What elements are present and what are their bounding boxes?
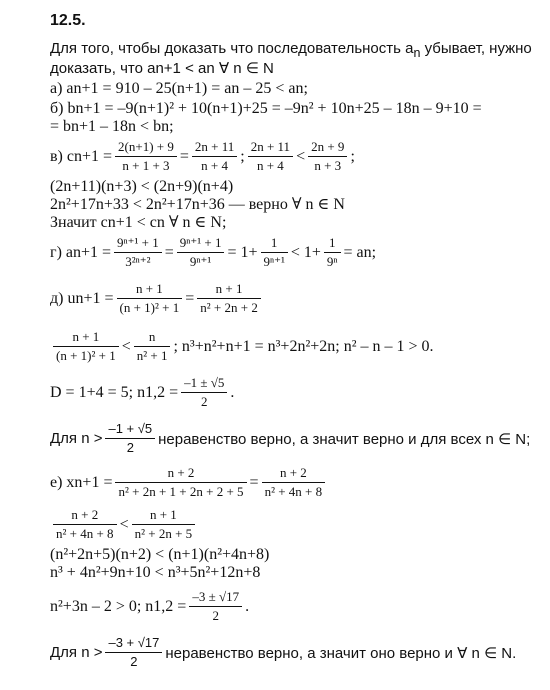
numerator: 1 [324,236,341,253]
less-than-sign: < [119,515,129,533]
semicolon: ; [240,147,245,165]
fraction [114,236,162,269]
numerator: 2n + 11 [192,140,237,157]
intro-line-1 [50,40,532,62]
fraction [192,140,237,173]
numerator: –1 ± √5 [181,376,227,393]
quadratic-line [50,590,249,623]
numerator: n + 1 [53,330,119,347]
part-d-line-1 [50,282,264,315]
denominator: 3²ⁿ⁺² [125,254,151,269]
part-v-line-3: 2n²+17n+33 < 2n²+17n+36 — верно ∀ n ∈ N [50,196,345,213]
conclusion-text: неравенство верно, а значит оно верно и ∀ n ∈ N. [165,644,517,662]
less-than-sign: < [296,147,306,165]
numerator: 1 [261,236,288,253]
fraction [134,330,171,363]
discriminant-text: D = 1+4 = 5; n1,2 = [50,383,179,401]
conclusion-text: неравенство верно, а значит верно и для всех n ∈ N; [158,430,531,448]
fraction [189,590,242,623]
denominator: 2 [212,608,219,623]
fraction [261,236,288,269]
discriminant-line [50,376,234,409]
period: . [230,383,235,401]
intro-text-2-rest: n+1 < an ∀ n ∈ N [155,60,274,77]
numerator: n + 1 [197,282,261,299]
numerator: n + 1 [117,282,183,299]
part-e-line-2 [50,508,198,541]
part-d-line-2 [50,330,434,363]
fraction [308,140,347,173]
denominator: n² + 4n + 8 [56,526,114,541]
equals-sign: = [185,289,195,307]
intro-subscript: n [413,46,421,60]
equals-sign: = [164,243,174,261]
part-d-derivation: ; n³+n²+n+1 = n³+2n²+2n; n² – n – 1 > 0. [173,337,434,355]
conclusion-label: Для n > [50,644,103,661]
denominator: n² + 2n + 2 [200,300,258,315]
denominator: n + 1 + 3 [122,158,170,173]
conclusion-label: Для n > [50,430,103,447]
denominator: 9ⁿ⁺¹ [263,254,285,269]
fraction [248,140,293,173]
numerator: n [134,330,171,347]
denominator: 9ⁿ⁺¹ [189,254,212,269]
part-a-line: а) an+1 = 910 – 25(n+1) = an – 25 < an; [50,80,308,97]
numerator: n + 2 [53,508,117,525]
fraction [197,282,261,315]
fraction [105,422,155,455]
numerator: n + 2 [262,466,326,483]
numerator: –3 + √17 [105,636,162,653]
numerator: n + 2 [115,466,246,483]
fraction [53,508,117,541]
part-e-line-4: n³ + 4n²+9n+10 < n³+5n²+12n+8 [50,564,261,581]
denominator: n² + 2n + 1 + 2n + 2 + 5 [118,484,244,499]
numerator: 9ⁿ⁺¹ + 1 [114,236,162,253]
intro-line-2 [50,60,274,78]
denominator: 2 [200,394,208,409]
part-v-label: в) cn+1 = [50,147,113,165]
quadratic-text: n²+3n – 2 > 0; n1,2 = [50,597,187,615]
fraction [115,140,177,173]
numerator: 2n + 11 [248,140,293,157]
denominator: (n + 1)² + 1 [119,300,180,315]
fraction [181,376,227,409]
fraction [105,636,162,669]
part-g-line [50,236,376,269]
period: . [245,597,250,615]
denominator: 9ⁿ [326,254,338,269]
fraction [262,466,326,499]
denominator: n² + 1 [136,348,168,363]
fraction [53,330,119,363]
equals-sign: = [249,473,259,491]
problem-number: 12.5. [50,12,86,29]
conclusion-line-2 [50,636,516,669]
fraction [324,236,341,269]
fraction [132,508,196,541]
less-than-one-plus: < 1+ [290,243,321,261]
denominator: 2 [126,440,134,455]
fraction [117,282,183,315]
numerator: 2n + 9 [308,140,347,157]
intro-text-1-end: убывает, нужно [420,40,532,57]
part-e-label: е) xn+1 = [50,473,113,491]
intro-text-2: доказать, что a [50,60,156,77]
part-e-line-1 [50,466,328,499]
part-e-line-3: (n²+2n+5)(n+2) < (n+1)(n²+4n+8) [50,546,270,563]
equals-sign: = [179,147,189,165]
part-v-line-4: Значит cn+1 < cn ∀ n ∈ N; [50,214,227,231]
equals-one-plus: = 1+ [227,243,258,261]
denominator: n + 3 [314,158,342,173]
fraction [177,236,225,269]
denominator: n² + 2n + 5 [134,526,193,541]
part-d-label: д) un+1 = [50,289,114,307]
part-v-line-1 [50,140,355,173]
numerator: –3 ± √17 [189,590,242,607]
denominator: (n + 1)² + 1 [56,348,116,363]
denominator: n + 4 [256,158,284,173]
intro-text-1: Для того, чтобы доказать что последовательность a [50,40,414,57]
part-b-line-2: = bn+1 – 18n < bn; [50,118,174,135]
numerator: –1 + √5 [105,422,155,439]
fraction [115,466,246,499]
part-g-label: г) an+1 = [50,243,112,261]
denominator: n + 4 [201,158,228,173]
numerator: 2(n+1) + 9 [115,140,177,157]
part-b-line-1: б) bn+1 = –9(n+1)² + 10(n+1)+25 = –9n² + 10n+25 – 18n – 9+10 = [50,100,482,117]
semicolon: ; [350,147,355,165]
numerator: 9ⁿ⁺¹ + 1 [177,236,225,253]
part-v-line-2: (2n+11)(n+3) < (2n+9)(n+4) [50,178,234,195]
conclusion-line-1 [50,422,530,455]
numerator: n + 1 [132,508,196,525]
part-g-end: = an; [343,243,377,261]
denominator: 2 [130,654,138,669]
denominator: n² + 4n + 8 [264,484,323,499]
less-than-sign: < [121,337,131,355]
